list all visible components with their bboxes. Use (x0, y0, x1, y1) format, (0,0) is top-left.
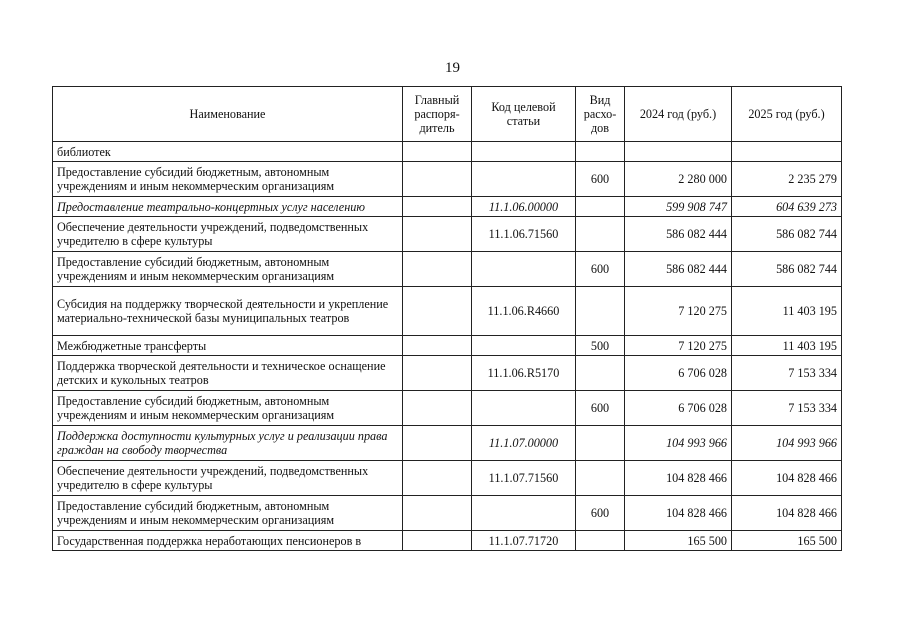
cell-type (576, 217, 625, 252)
table-row (53, 162, 842, 197)
table-row (53, 356, 842, 391)
cell-y2024: 165 500 (625, 531, 732, 551)
table-body (53, 142, 842, 551)
cell-name: Поддержка творческой деятельности и техническое оснащение детских и кукольных театров (53, 356, 403, 391)
cell-y2024: 104 993 966 (625, 426, 732, 461)
cell-code (472, 162, 576, 197)
table-row (53, 287, 842, 336)
cell-y2024 (625, 142, 732, 162)
cell-name: Предоставление субсидий бюджетным, автономным учреждениям и иным некоммерческим организациям (53, 252, 403, 287)
table-row (53, 531, 842, 551)
cell-code (472, 336, 576, 356)
cell-y2025: 604 639 273 (732, 197, 842, 217)
cell-admin (403, 142, 472, 162)
cell-code: 11.1.06.R4660 (472, 287, 576, 336)
cell-type: 600 (576, 391, 625, 426)
cell-code: 11.1.07.71720 (472, 531, 576, 551)
header-y2024: 2024 год (руб.) (625, 87, 732, 142)
cell-y2025: 165 500 (732, 531, 842, 551)
cell-admin (403, 531, 472, 551)
cell-admin (403, 252, 472, 287)
cell-type: 500 (576, 336, 625, 356)
cell-code: 11.1.06.71560 (472, 217, 576, 252)
cell-name: Предоставление театрально-концертных услуг населению (53, 197, 403, 217)
cell-name: Предоставление субсидий бюджетным, автономным учреждениям и иным некоммерческим организациям (53, 496, 403, 531)
cell-y2024: 6 706 028 (625, 391, 732, 426)
cell-name: Поддержка доступности культурных услуг и реализации права граждан на свободу творчества (53, 426, 403, 461)
cell-y2025: 586 082 744 (732, 252, 842, 287)
cell-code (472, 496, 576, 531)
header-name: Наименование (53, 87, 403, 142)
table-row (53, 197, 842, 217)
cell-code (472, 391, 576, 426)
cell-type (576, 287, 625, 336)
page-number: 19 (445, 60, 460, 76)
cell-y2025: 104 828 466 (732, 461, 842, 496)
cell-y2025: 11 403 195 (732, 336, 842, 356)
cell-admin (403, 217, 472, 252)
cell-name: библиотек (53, 142, 403, 162)
cell-y2025: 11 403 195 (732, 287, 842, 336)
cell-type (576, 531, 625, 551)
cell-code: 11.1.07.71560 (472, 461, 576, 496)
cell-admin (403, 162, 472, 197)
cell-type (576, 426, 625, 461)
header-code: Код целевой статьи (472, 87, 576, 142)
cell-y2025: 586 082 744 (732, 217, 842, 252)
cell-type (576, 142, 625, 162)
cell-code: 11.1.07.00000 (472, 426, 576, 461)
cell-y2024: 104 828 466 (625, 461, 732, 496)
cell-y2025: 104 993 966 (732, 426, 842, 461)
cell-admin (403, 391, 472, 426)
cell-code (472, 142, 576, 162)
cell-y2025 (732, 142, 842, 162)
cell-name: Предоставление субсидий бюджетным, автономным учреждениям и иным некоммерческим организациям (53, 391, 403, 426)
cell-admin (403, 496, 472, 531)
cell-y2024: 104 828 466 (625, 496, 732, 531)
table-row (53, 252, 842, 287)
cell-y2025: 104 828 466 (732, 496, 842, 531)
cell-type: 600 (576, 252, 625, 287)
cell-type (576, 197, 625, 217)
table-row (53, 426, 842, 461)
cell-type (576, 461, 625, 496)
cell-name: Предоставление субсидий бюджетным, автономным учреждениям и иным некоммерческим организациям (53, 162, 403, 197)
cell-y2025: 7 153 334 (732, 356, 842, 391)
cell-y2024: 7 120 275 (625, 336, 732, 356)
cell-code: 11.1.06.00000 (472, 197, 576, 217)
cell-type: 600 (576, 162, 625, 197)
table-row (53, 391, 842, 426)
cell-y2024: 586 082 444 (625, 217, 732, 252)
table-row (53, 461, 842, 496)
cell-y2025: 7 153 334 (732, 391, 842, 426)
cell-name: Межбюджетные трансферты (53, 336, 403, 356)
cell-y2025: 2 235 279 (732, 162, 842, 197)
table-row (53, 217, 842, 252)
cell-code: 11.1.06.R5170 (472, 356, 576, 391)
cell-admin (403, 356, 472, 391)
cell-type: 600 (576, 496, 625, 531)
header-admin: Главный распоря-дитель (403, 87, 472, 142)
table-row (53, 496, 842, 531)
cell-code (472, 252, 576, 287)
cell-admin (403, 336, 472, 356)
table-header-row (53, 87, 842, 142)
cell-type (576, 356, 625, 391)
header-type: Вид расхо-дов (576, 87, 625, 142)
cell-y2024: 2 280 000 (625, 162, 732, 197)
header-y2025: 2025 год (руб.) (732, 87, 842, 142)
cell-admin (403, 461, 472, 496)
table-row (53, 142, 842, 162)
cell-name: Субсидия на поддержку творческой деятельности и укрепление материально-технической базы муниципальных театров (53, 287, 403, 336)
cell-admin (403, 426, 472, 461)
cell-y2024: 599 908 747 (625, 197, 732, 217)
cell-y2024: 7 120 275 (625, 287, 732, 336)
cell-admin (403, 197, 472, 217)
cell-name: Обеспечение деятельности учреждений, подведомственных учредителю в сфере культуры (53, 461, 403, 496)
table-row (53, 336, 842, 356)
budget-table (52, 86, 842, 551)
cell-y2024: 6 706 028 (625, 356, 732, 391)
cell-y2024: 586 082 444 (625, 252, 732, 287)
cell-name: Государственная поддержка неработающих пенсионеров в (53, 531, 403, 551)
cell-name: Обеспечение деятельности учреждений, подведомственных учредителю в сфере культуры (53, 217, 403, 252)
cell-admin (403, 287, 472, 336)
